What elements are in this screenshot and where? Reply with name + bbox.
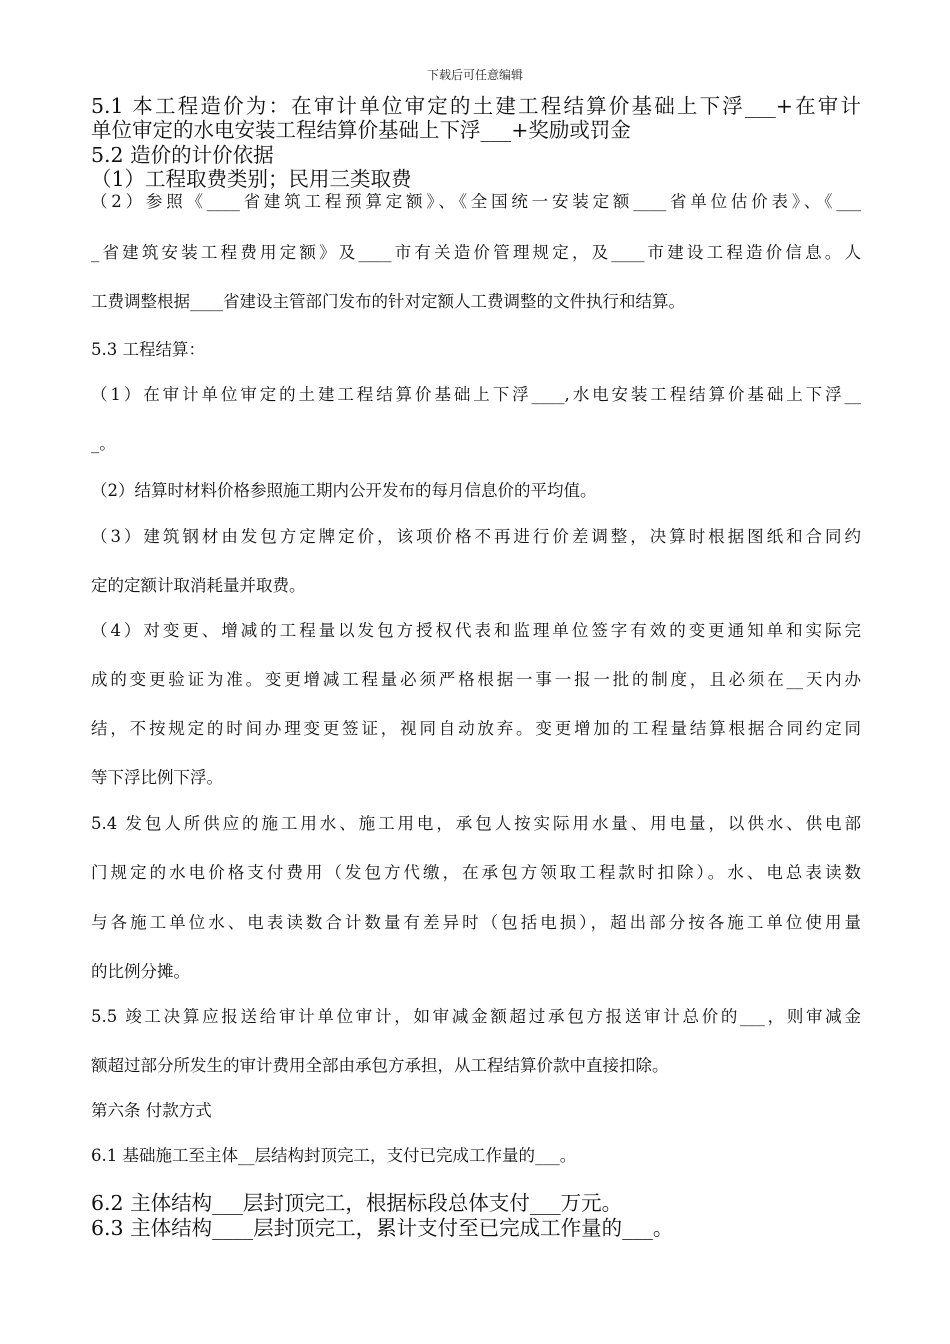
clause-5-5-line-2: 额超过部分所发生的审计费用全部由承包方承担，从工程结算价款中直接扣除。 [91,1056,669,1075]
clause-5-2-item-1: （1）工程取费类别；民用三类取费 [91,167,412,191]
clause-5-3-item-1-line-2: _。 [91,434,116,453]
article-6-heading: 第六条 付款方式 [91,1101,212,1120]
clause-6-3: 6.3 主体结构____层封顶完工，累计支付至已完成工作量的___。 [91,1216,674,1240]
clause-5-5-line-1: 5.5 竣工决算应报送给审计单位审计，如审减金额超过承包方报送审计总价的___，则审减金 [91,1007,861,1026]
clause-5-3-item-4-line-4: 等下浮比例下浮。 [91,768,223,787]
clause-6-1: 6.1 基础施工至主体__层结构封顶完工，支付已完成工作量的___。 [91,1146,577,1165]
clause-5-3-item-2: （2）结算时材料价格参照施工期内公开发布的每月信息价的平均值。 [91,481,597,500]
clause-5-1-line-1: 5.1 本工程造价为：在审计单位审定的土建工程结算价基础上下浮___+在审计 [91,94,861,118]
clause-6-2: 6.2 主体结构___层封顶完工，根据标段总体支付___万元。 [91,1191,623,1215]
clause-5-3-item-1-line-1: （1）在审计单位审定的土建工程结算价基础上下浮____,水电安装工程结算价基础上下浮__ [91,385,861,404]
clause-5-4-line-2: 门规定的水电价格支付费用（发包方代缴，在承包方领取工程款时扣除）。水、电总表读数 [91,863,861,882]
clause-5-1-line-2: 单位审定的水电安装工程结算价基础上下浮___+奖励或罚金 [91,118,631,142]
page-header: 下载后可任意编辑 [426,68,523,82]
clause-5-2-heading: 5.2 造价的计价依据 [91,143,274,167]
clause-5-3-item-3-line-2: 定的定额计取消耗量并取费。 [91,576,306,595]
clause-5-4-line-1: 5.4 发包人所供应的施工用水、施工用电，承包人按实际用水量、用电量，以供水、供电部 [91,814,861,833]
clause-5-3-item-4-line-2: 成的变更验证为准。变更增减工程量必须严格根据一事一报一批的制度，且必须在__天内办 [91,670,861,689]
clause-5-4-line-3: 与各施工单位水、电表读数合计数量有差异时（包括电损），超出部分按各施工单位使用量 [91,913,861,932]
clause-5-2-item-2-line-2: _省建筑安装工程费用定额》及____市有关造价管理规定，及____市建设工程造价信息。人 [91,243,861,262]
clause-5-2-item-2-line-3: 工费调整根据____省建设主管部门发布的针对定额人工费调整的文件执行和结算。 [91,292,685,311]
clause-5-4-line-4: 的比例分摊。 [91,962,190,981]
clause-5-3-item-3-line-1: （3）建筑钢材由发包方定牌定价，该项价格不再进行价差调整，决算时根据图纸和合同约 [91,527,861,546]
clause-5-3-item-4-line-1: （4）对变更、增减的工程量以发包方授权代表和监理单位签字有效的变更通知单和实际完 [91,621,861,640]
clause-5-2-item-2-line-1: （2）参照《____省建筑工程预算定额》、《全国统一安装定额____省单位估价表》、《___ [91,192,861,211]
clause-5-3-heading: 5.3 工程结算： [91,340,205,359]
clause-5-3-item-4-line-3: 结，不按规定的时间办理变更签证，视同自动放弃。变更增加的工程量结算根据合同约定同 [91,719,861,738]
